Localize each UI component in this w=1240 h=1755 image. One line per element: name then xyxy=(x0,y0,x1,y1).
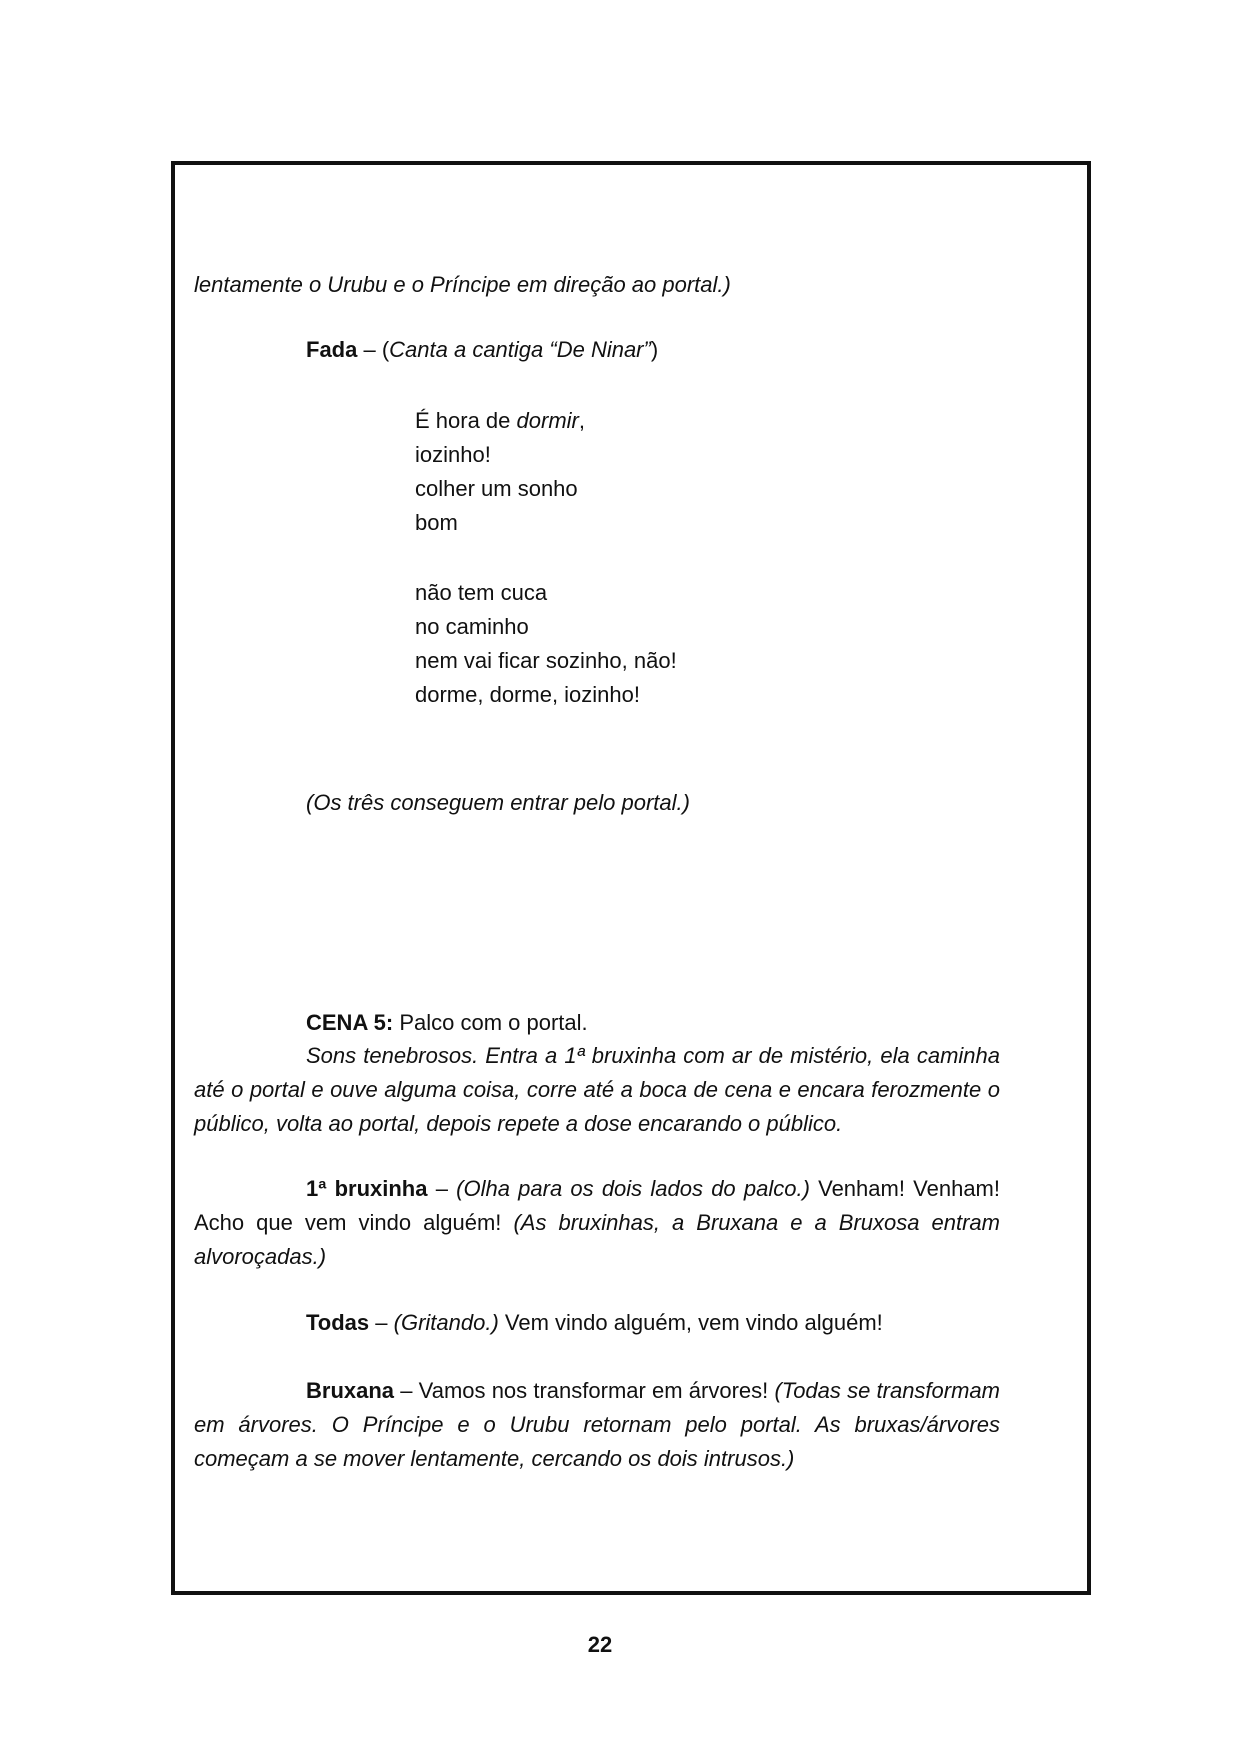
todas-speech: Vem vindo alguém, vem vindo alguém! xyxy=(498,1310,883,1335)
bruxinha-speech: Venham! Venham! Acho que vem vindo alguém! xyxy=(194,1176,1000,1235)
fada-direction: Canta a cantiga “De Ninar” xyxy=(389,337,651,362)
speaker-bruxana: Bruxana xyxy=(306,1378,395,1403)
fada-line xyxy=(306,333,658,367)
speaker-bruxinha: 1ª bruxinha xyxy=(306,1176,428,1201)
scene-setting: Palco com o portal. xyxy=(393,1010,588,1035)
dash: – xyxy=(427,1176,457,1201)
song-line: dorme, dorme, iozinho! xyxy=(415,682,640,707)
song-line xyxy=(415,404,585,438)
song-line: iozinho! xyxy=(415,442,491,467)
bruxana-speech: Vamos nos transformar em árvores! xyxy=(418,1378,775,1403)
song-text: , xyxy=(578,408,585,433)
dialogue-todas xyxy=(194,1306,1000,1340)
scene-label: CENA 5: xyxy=(306,1010,394,1035)
bruxinha-direction: (Olha para os dois lados do palco.) xyxy=(456,1176,810,1201)
todas-direction: (Gritando.) xyxy=(393,1310,499,1335)
song-line: no caminho xyxy=(415,614,529,639)
dash: – xyxy=(369,1310,394,1335)
continuation-stage-direction: lentamente o Urubu e o Príncipe em direção ao portal.) xyxy=(194,272,731,297)
song-line: não tem cuca xyxy=(415,580,548,605)
song-line: nem vai ficar sozinho, não! xyxy=(415,648,677,673)
dialogue-bruxinha xyxy=(194,1172,1000,1274)
speaker-fada: Fada xyxy=(306,337,358,362)
fada-close: ) xyxy=(650,337,659,362)
scene-heading xyxy=(306,1006,588,1040)
song-line: bom xyxy=(415,510,458,535)
fada-dash: – ( xyxy=(357,337,390,362)
bruxinha-direction-2: (As bruxinhas, a Bruxana e a Bruxosa entram alvoroçadas.) xyxy=(194,1210,1000,1269)
song-text-italic: dormir xyxy=(516,408,579,433)
song-text: É hora de xyxy=(415,408,517,433)
scene-description-text: Sons tenebrosos. Entra a 1ª bruxinha com ar de mistério, ela caminha até o portal e ouve alguma coisa, corre até a boca de cena e encara ferozmente o público, volta ao portal, depois repete a dose encarando o público. xyxy=(194,1043,1000,1136)
speaker-todas: Todas xyxy=(306,1310,370,1335)
song-line: colher um sonho xyxy=(415,476,578,501)
bruxana-direction: (Todas se transformam em árvores. O Príncipe e o Urubu retornam pelo portal. As bruxas/árvores começam a se mover lentamente, cercando os dois intrusos.) xyxy=(194,1378,1000,1471)
scene-description xyxy=(194,1039,1000,1141)
stage-direction: (Os três conseguem entrar pelo portal.) xyxy=(306,790,690,815)
dash: – xyxy=(394,1378,419,1403)
dialogue-bruxana xyxy=(194,1374,1000,1476)
page-number: 22 xyxy=(587,1632,613,1657)
